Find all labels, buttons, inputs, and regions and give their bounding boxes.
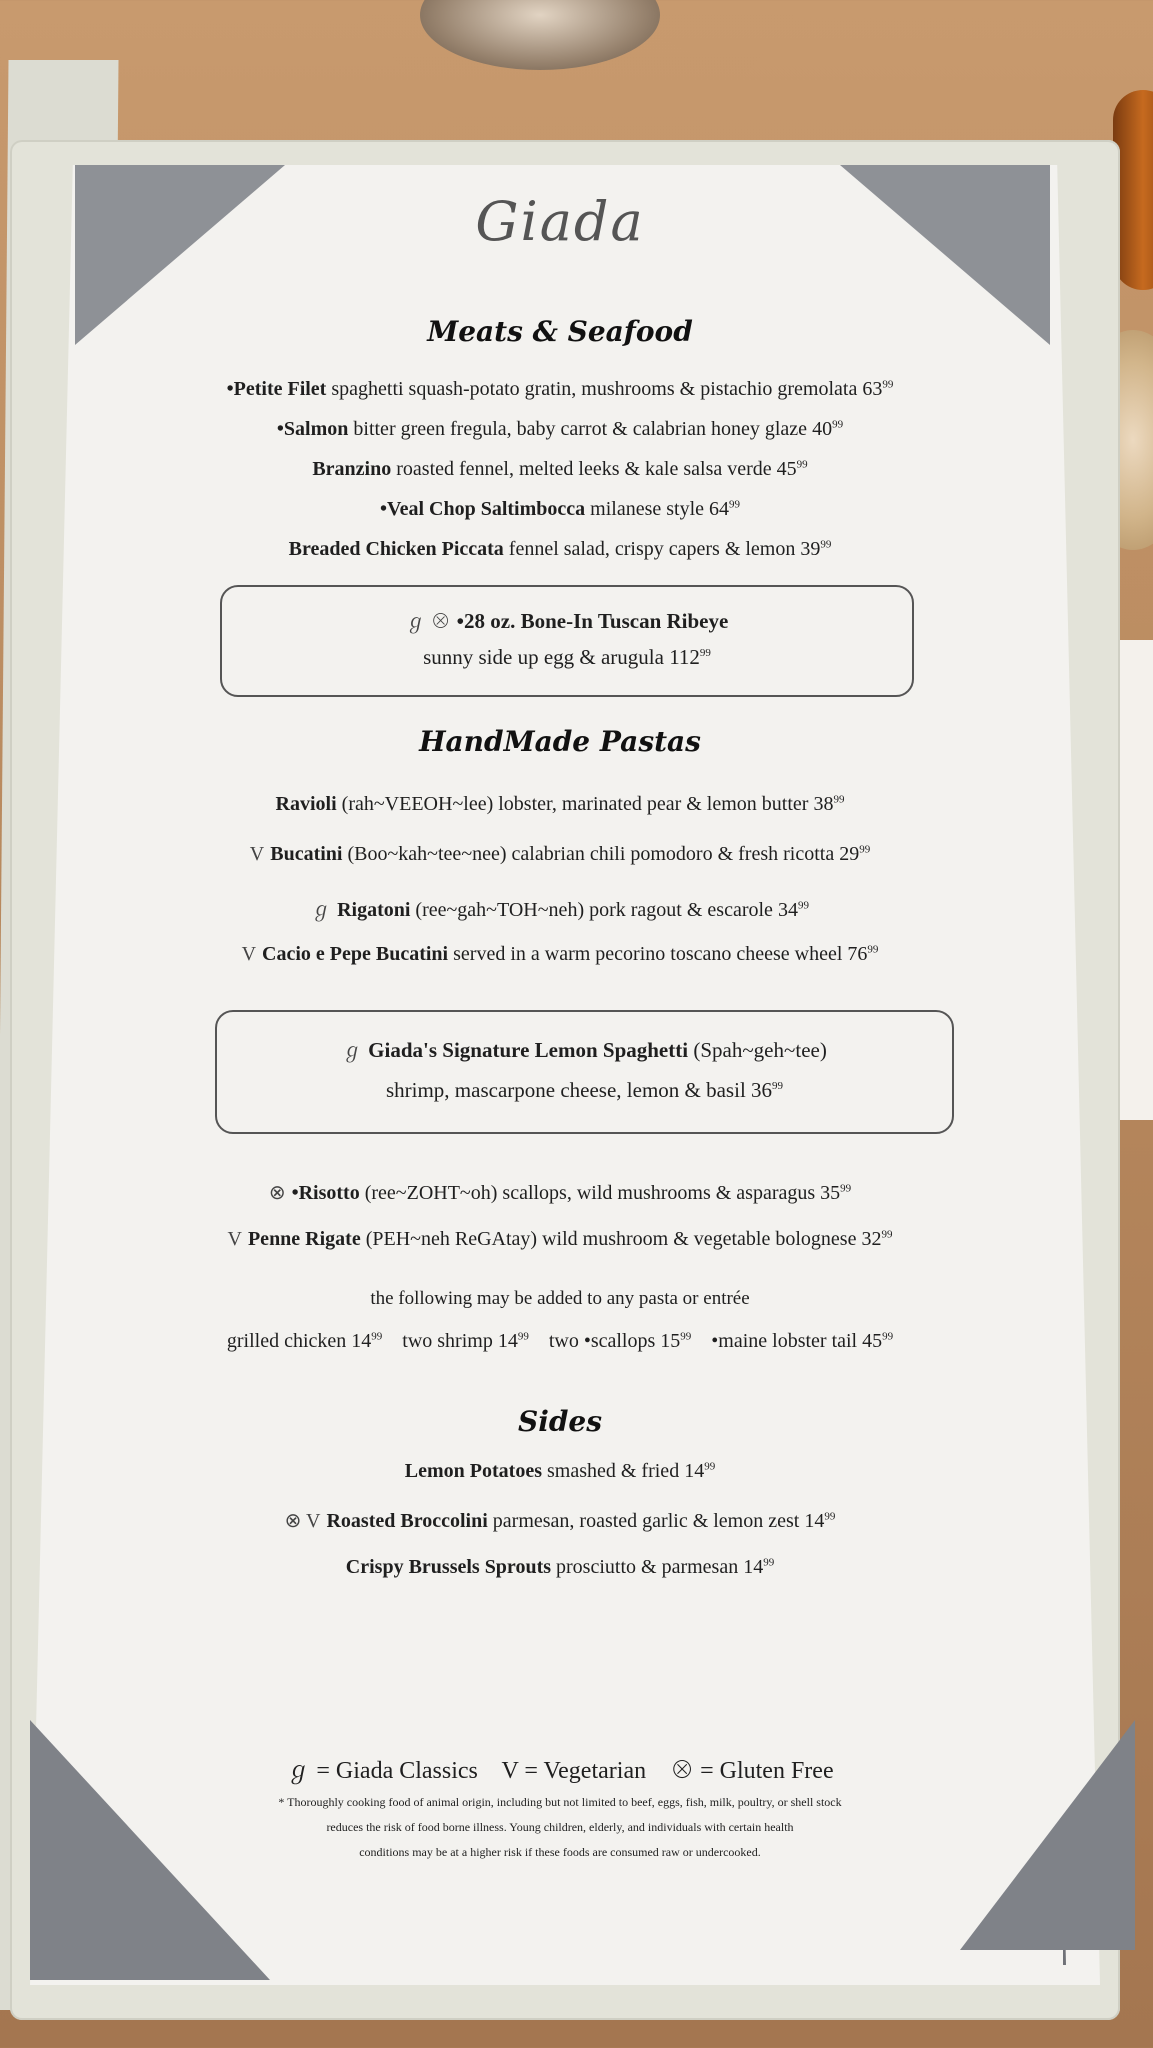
featured-ribeye-box	[220, 585, 914, 697]
section-title-pastas: HandMade Pastas	[419, 725, 701, 758]
menu-item: V Penne Rigate (PEH~neh ReGAtay) wild mushroom & vegetable bolognese $32^{99}$	[227, 1228, 893, 1250]
legend-gluten-free: ⊗ = Gluten Free	[670, 1758, 834, 1784]
section-title-meats: Meats & Seafood	[427, 315, 693, 348]
addons-row: grilled chicken $14^{99}$ two shrimp $14^{99}$ two •scallops $15^{99}$ •maine lobster tail $45^{99}$	[226, 1330, 894, 1352]
gluten-free-vegetarian-icons: ⊗ V	[284, 1510, 321, 1532]
legend	[60, 1750, 1060, 1785]
menu-item: •Petite Filet spaghetti squash-potato gratin, mushrooms & pistachio gremolata $63^{99}$	[226, 378, 894, 400]
featured-desc: sunny side up egg & arugula $112^{99}$	[423, 645, 711, 669]
disclaimer-line: * Thoroughly cooking food of animal origin, including but not limited to beef, eggs, fish, milk, poultry, or shell stock	[278, 1795, 842, 1809]
menu-item: Branzino roasted fennel, melted leeks & kale salsa verde $45^{99}$	[312, 458, 808, 480]
featured-lemon-spaghetti-box	[215, 1010, 954, 1134]
menu-item: V Cacio e Pepe Bucatini served in a warm pecorino toscano cheese wheel $76^{99}$	[241, 943, 879, 965]
menu-item: Crispy Brussels Sprouts prosciutto & parmesan $14^{99}$	[345, 1556, 775, 1578]
addons-note: the following may be added to any pasta or entrée	[370, 1288, 750, 1309]
menu-item: Lemon Potatoes smashed & fried $14^{99}$	[404, 1460, 716, 1482]
menu-item: Ravioli (rah~VEEOH~lee) lobster, marinated pear & lemon butter $38^{99}$	[275, 793, 845, 815]
section-title-sides: Sides	[517, 1405, 602, 1438]
gluten-free-icon: ⊗	[268, 1182, 286, 1204]
giada-classic-icon: ℊ	[342, 1040, 363, 1062]
giada-classic-and-gluten-free-icons: ℊ ⊗	[405, 611, 451, 633]
disclaimer-line: reduces the risk of food borne illness. Young children, elderly, and individuals with certain health	[326, 1820, 794, 1834]
vegetarian-icon: V	[227, 1228, 242, 1250]
vegetarian-icon: V	[249, 843, 265, 865]
legend-giada-classics: ℊ = Giada Classics	[286, 1758, 478, 1784]
giada-classic-icon: ℊ	[311, 899, 332, 921]
menu-item: ℊ Rigatoni (ree~gah~TOH~neh) pork ragout & escarole $34^{99}$	[60, 893, 1060, 922]
featured-title: ℊ Giada's Signature Lemon Spaghetti (Spah~geh~tee)	[217, 1034, 952, 1063]
restaurant-logo: Giada	[475, 190, 645, 253]
legend-vegetarian: V = Vegetarian	[501, 1758, 647, 1784]
disclaimer-line: conditions may be at a higher risk if these foods are consumed raw or undercooked.	[359, 1845, 761, 1859]
featured-title: ℊ ⊗ •28 oz. Bone-In Tuscan Ribeye	[222, 605, 912, 634]
menu-item: ⊗ •Risotto (ree~ZOHT~oh) scallops, wild mushrooms & asparagus $35^{99}$	[268, 1182, 852, 1204]
menu-item: ⊗ V Roasted Broccolini parmesan, roasted garlic & lemon zest $14^{99}$	[284, 1510, 836, 1532]
menu-item: •Veal Chop Saltimbocca milanese style $64^{99}$	[379, 498, 741, 520]
menu-item: V Bucatini (Boo~kah~tee~nee) calabrian chili pomodoro & fresh ricotta $29^{99}$	[249, 843, 871, 865]
vegetarian-icon: V	[241, 943, 257, 965]
featured-desc: shrimp, mascarpone cheese, lemon & basil $36^{99}$	[385, 1078, 784, 1102]
menu-item: •Salmon bitter green fregula, baby carrot & calabrian honey glaze $40^{99}$	[276, 418, 844, 440]
menu-item: Breaded Chicken Piccata fennel salad, crispy capers & lemon $39^{99}$	[288, 538, 832, 560]
